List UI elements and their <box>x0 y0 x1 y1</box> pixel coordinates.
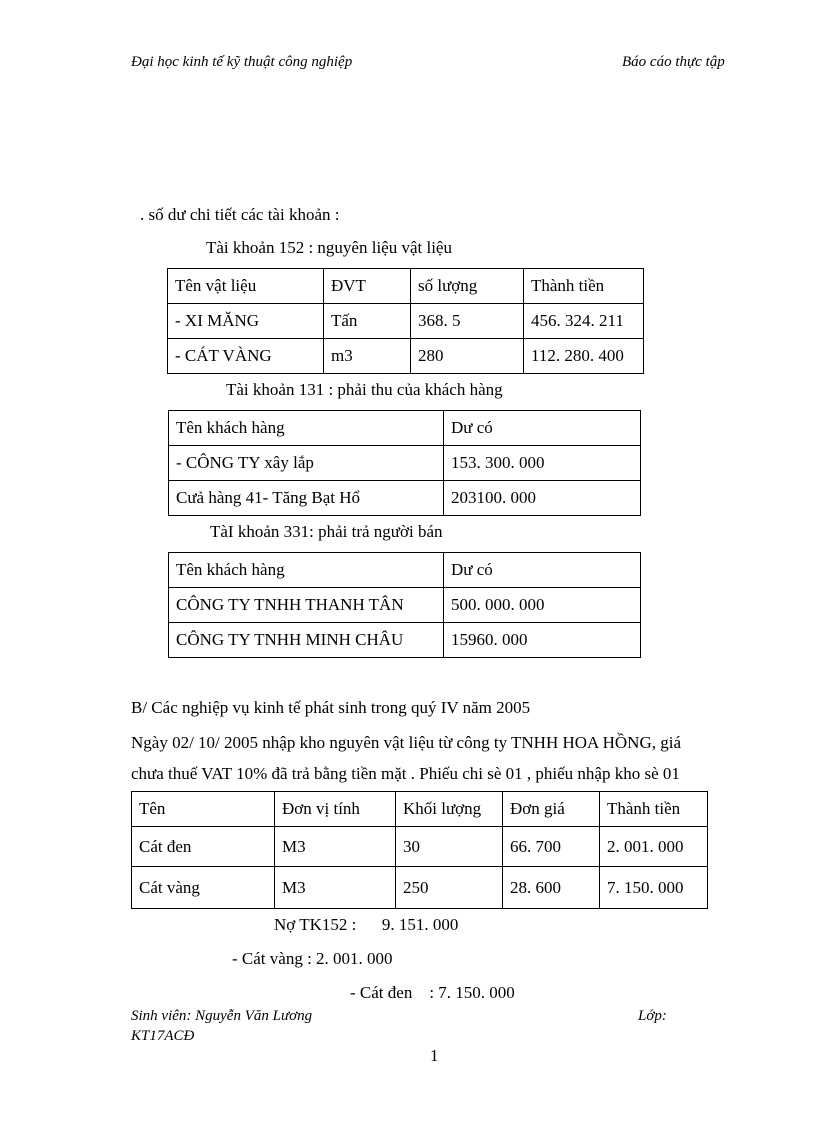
part-b-title: B/ Các nghiệp vụ kinh tế phát sinh trong quý IV năm 2005 <box>131 698 531 717</box>
table-header-row <box>169 411 641 446</box>
table-header-cell: số lượng <box>411 269 524 304</box>
table-cell: 368. 5 <box>411 304 524 339</box>
table-cell: 456. 324. 211 <box>524 304 644 339</box>
table-header-cell: Khối lượng <box>396 792 503 827</box>
page-number: 1 <box>430 1046 439 1065</box>
footer-class-code: KT17ACĐ <box>131 1028 195 1044</box>
table-cell: 7. 150. 000 <box>600 867 708 909</box>
table-cell: - XI MĂNG <box>168 304 324 339</box>
section-title: . số dư chi tiết các tài khoản : <box>140 205 340 224</box>
table-cell: 500. 000. 000 <box>444 588 641 623</box>
table-header-cell: Đơn vị tính <box>275 792 396 827</box>
table-row <box>169 481 641 516</box>
table-row <box>169 623 641 658</box>
part-b-line1: Ngày 02/ 10/ 2005 nhập kho nguyên vật liệu từ công ty TNHH HOA HỒNG, giá <box>131 733 682 752</box>
table-cell: Tấn <box>324 304 411 339</box>
table-cell: 15960. 000 <box>444 623 641 658</box>
table-header-cell: Tên vật liệu <box>168 269 324 304</box>
table-cell: 153. 300. 000 <box>444 446 641 481</box>
table-row <box>168 304 644 339</box>
table-cell: 112. 280. 400 <box>524 339 644 374</box>
table-cell: - CÁT VÀNG <box>168 339 324 374</box>
table-cell: M3 <box>275 827 396 867</box>
table-row <box>168 339 644 374</box>
tk152-table <box>167 268 644 374</box>
entry-cat-den: - Cát đen : 7. 150. 000 <box>350 983 515 1002</box>
tk131-table <box>168 410 641 516</box>
table-cell: 30 <box>396 827 503 867</box>
table-header-row <box>132 792 708 827</box>
table-row <box>132 867 708 909</box>
table-header-cell: Tên <box>132 792 275 827</box>
table-header-cell: Tên khách hàng <box>169 553 444 588</box>
table-header-row <box>168 269 644 304</box>
part-b-line2: chưa thuế VAT 10% đã trả bằng tiền mặt . Phiếu chi sè 01 , phiếu nhập kho sè 01 <box>131 764 680 783</box>
table-cell: 2. 001. 000 <box>600 827 708 867</box>
table-cell: Cát đen <box>132 827 275 867</box>
table-cell: 203100. 000 <box>444 481 641 516</box>
table-cell: M3 <box>275 867 396 909</box>
table-row <box>132 827 708 867</box>
tk331-table <box>168 552 641 658</box>
entry-cat-vang: - Cát vàng : 2. 001. 000 <box>232 949 393 968</box>
table-cell: CÔNG TY TNHH THANH TÂN <box>169 588 444 623</box>
table-cell: 280 <box>411 339 524 374</box>
table-cell: Cát vàng <box>132 867 275 909</box>
table-cell: m3 <box>324 339 411 374</box>
table-header-cell: Dư có <box>444 411 641 446</box>
header-report: Báo cáo thực tập <box>622 54 725 70</box>
table-cell: CÔNG TY TNHH MINH CHÂU <box>169 623 444 658</box>
header-school: Đại học kinh tế kỹ thuật công nghiệp <box>131 54 353 70</box>
table-header-cell: Đơn giá <box>503 792 600 827</box>
entry-no-tk152: Nợ TK152 : 9. 151. 000 <box>274 915 459 934</box>
tk331-title: TàI khoản 331: phải trả người bán <box>210 522 443 541</box>
table-header-cell: Dư có <box>444 553 641 588</box>
purchase-table <box>131 791 708 909</box>
table-row <box>169 446 641 481</box>
table-header-cell: Thành tiền <box>524 269 644 304</box>
table-row <box>169 588 641 623</box>
table-header-cell: ĐVT <box>324 269 411 304</box>
table-cell: 66. 700 <box>503 827 600 867</box>
table-header-cell: Thành tiền <box>600 792 708 827</box>
footer-class-label: Lớp: <box>638 1008 667 1024</box>
table-cell: 250 <box>396 867 503 909</box>
table-header-cell: Tên khách hàng <box>169 411 444 446</box>
table-cell: Cưả hàng 41- Tăng Bạt Hổ <box>169 481 444 516</box>
tk131-title: Tài khoản 131 : phải thu của khách hàng <box>226 380 503 399</box>
tk152-title: Tài khoản 152 : nguyên liệu vật liệu <box>206 238 452 257</box>
table-header-row <box>169 553 641 588</box>
table-cell: 28. 600 <box>503 867 600 909</box>
table-cell: - CÔNG TY xây lắp <box>169 446 444 481</box>
footer-student: Sinh viên: Nguyễn Văn Lương <box>131 1008 313 1024</box>
